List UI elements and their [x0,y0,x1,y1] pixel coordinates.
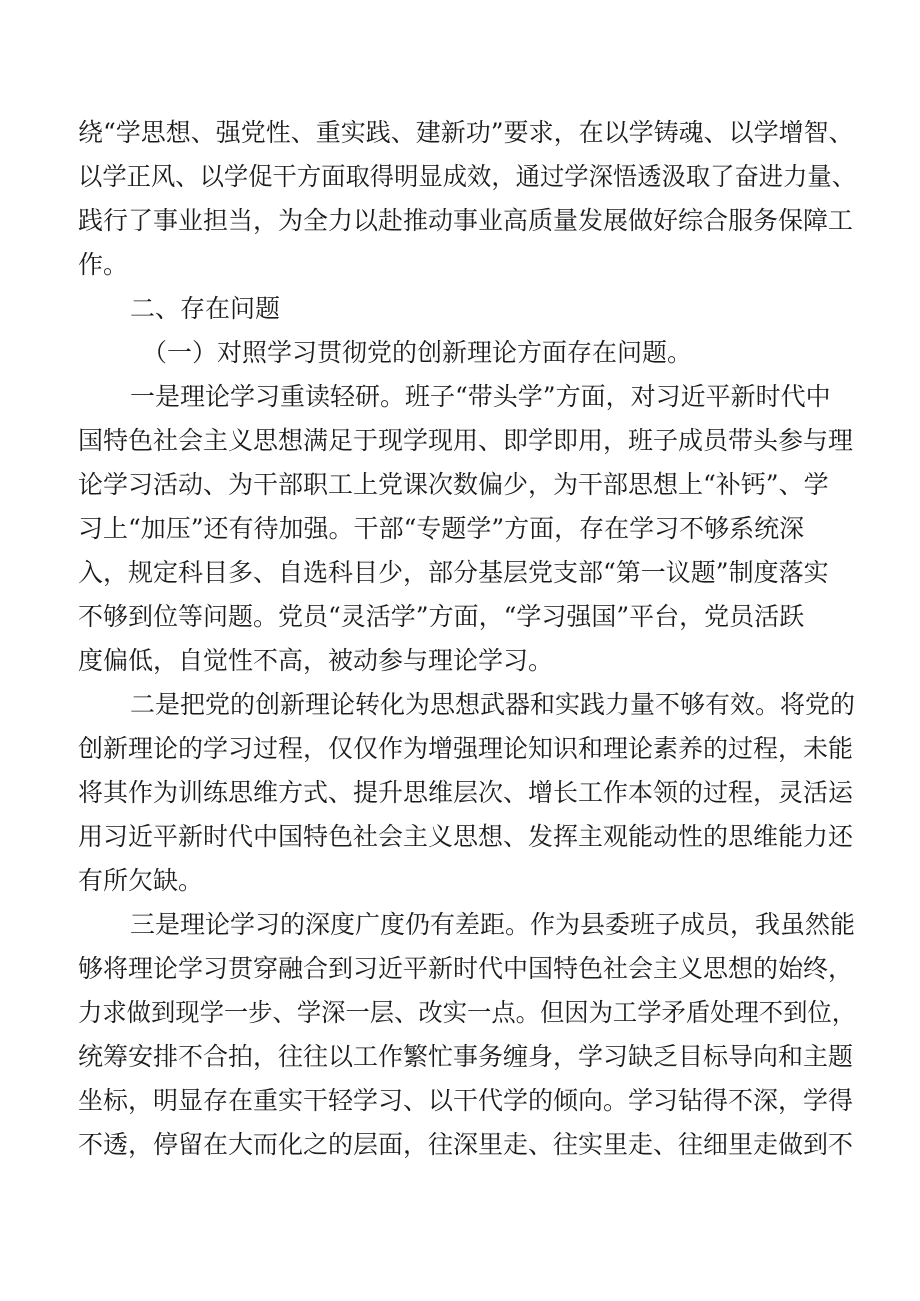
body-text-line: 作。 [78,250,129,279]
body-text-line: 二是把党的创新理论转化为思想武器和实践力量不够有效。将党的 [130,690,856,719]
subsection-heading: （一）对照学习贯彻党的创新理论方面存在问题。 [142,338,693,367]
section-heading: 二、存在问题 [130,294,281,323]
body-text-line: 创新理论的学习过程，仅仅作为增强理论知识和理论素养的过程，未能 [78,734,854,763]
body-text-line: 以学正风、以学促干方面取得明显成效，通过学深悟透汲取了奋进力量、 [78,162,857,191]
body-text-line: 三是理论学习的深度广度仍有差距。作为县委班子成员，我虽然能 [130,910,856,939]
body-text-line: 不透，停留在大而化之的层面，往深里走、往实里走、往细里走做到不 [78,1130,854,1159]
body-text-line: 论学习活动、为干部职工上党课次数偏少，为干部思想上“补钙”、学 [78,470,829,499]
body-text-line: 够将理论学习贯穿融合到习近平新时代中国特色社会主义思想的始终， [78,954,854,983]
body-text-line: 将其作为训练思维方式、提升思维层次、增长工作本领的过程，灵活运 [78,778,854,807]
body-text-line: 绕“学思想、强党性、重实践、建新功”要求，在以学铸魂、以学增智、 [78,118,854,147]
body-text-line: 一是理论学习重读轻研。班子“带头学”方面，对习近平新时代中 [130,382,831,411]
body-text-line: 力求做到现学一步、学深一层、改实一点。但因为工学矛盾处理不到位， [78,998,857,1027]
body-text-line: 入，规定科目多、自选科目少，部分基层党支部“第一议题”制度落实 [78,558,829,587]
body-text-line: 国特色社会主义思想满足于现学现用、即学即用，班子成员带头参与理 [78,426,854,455]
body-text-line: 习上“加压”还有待加强。干部“专题学”方面，存在学习不够系统深 [78,514,805,543]
body-text-line: 度偏低，自觉性不高，被动参与理论学习。 [78,646,554,675]
body-text-line: 坐标，明显存在重实干轻学习、以干代学的倾向。学习钻得不深，学得 [78,1086,854,1115]
body-text-line: 统筹安排不合拍，往往以工作繁忙事务缠身，学习缺乏目标导向和主题 [78,1042,854,1071]
body-text-line: 用习近平新时代中国特色社会主义思想、发挥主观能动性的思维能力还 [78,822,854,851]
body-text-line: 不够到位等问题。党员“灵活学”方面，“学习强国”平台，党员活跃 [78,602,805,631]
body-text-line: 践行了事业担当，为全力以赴推动事业高质量发展做好综合服务保障工 [78,206,854,235]
body-text-line: 有所欠缺。 [78,866,204,895]
